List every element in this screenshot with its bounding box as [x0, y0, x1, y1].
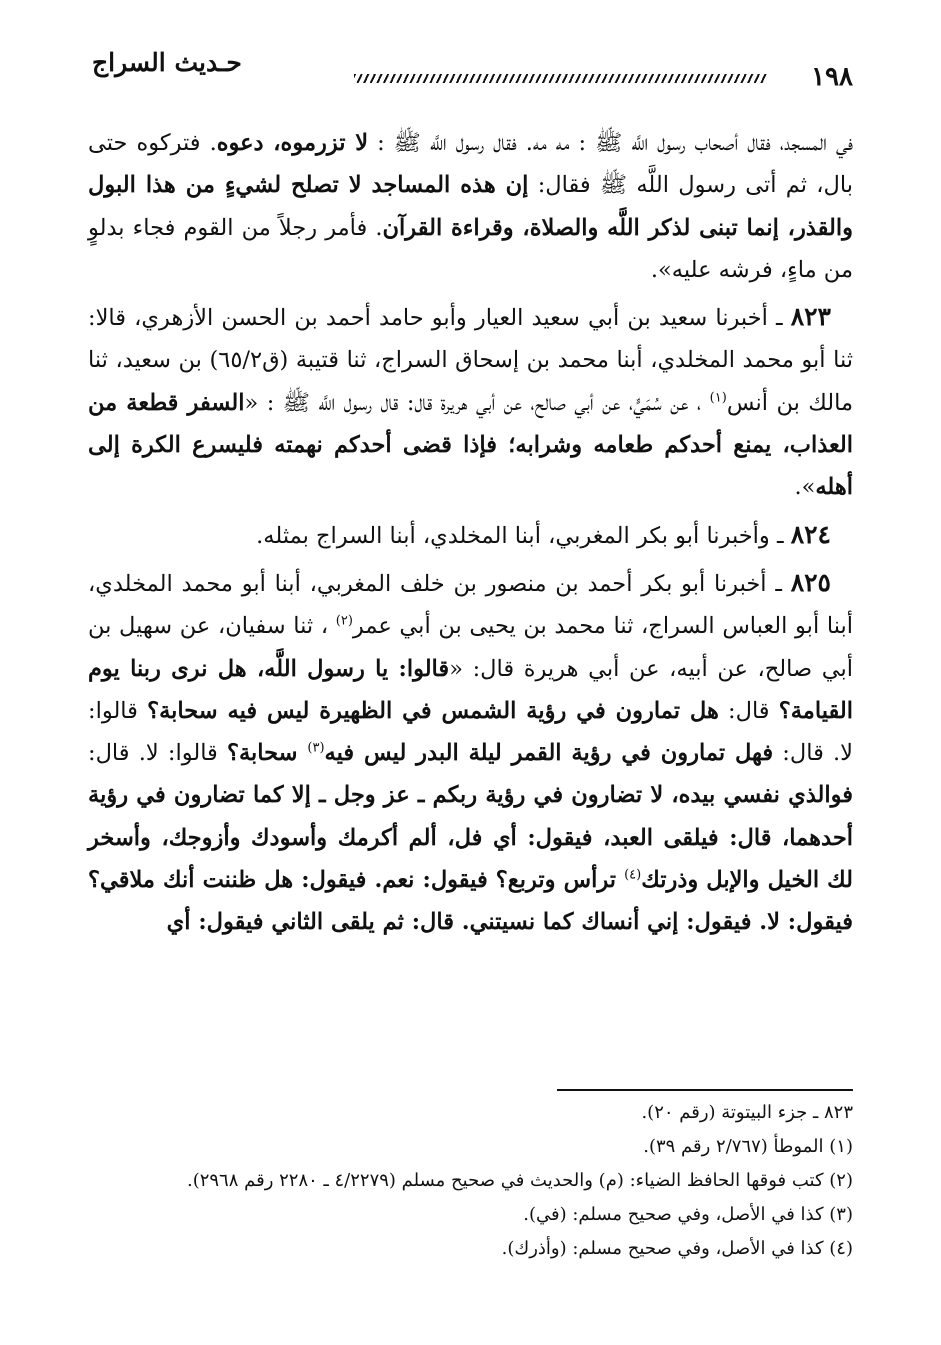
- footnote-2: (٢) كتب فوقها الحافظ الضياء: (م) والحديث في صحيح مسلم (٤/٢٢٧٩ ـ ٢٢٨٠ رقم ٢٩٦٨).: [186, 1170, 853, 1191]
- text-run: قالوا: لا. قال:: [88, 697, 854, 767]
- header-hatched-rule: [354, 74, 767, 83]
- hadith-text: فهل تمارون في رؤية القمر ليلة البدر ليس فيه: [324, 740, 774, 767]
- footnote-marker: (٣): [307, 740, 325, 756]
- running-title: حـديث السراج: [92, 48, 242, 77]
- hadith-text: هل تمارون في رؤية الشمس في الظهيرة ليس فيه سحابة؟: [147, 697, 719, 724]
- hadith-825: [88, 562, 853, 944]
- text-run: قال:: [718, 697, 779, 724]
- paragraph-continuation: [88, 122, 853, 291]
- main-text: [88, 122, 853, 949]
- footnote-4: (٤) كذا في الأصل، وفي صحيح مسلم: (وأذرك).: [501, 1238, 853, 1259]
- footnote-marker: (٢): [335, 613, 353, 629]
- text-run: . فأمر رجلاً من القوم فجاء بدلوٍ من ماءٍ، فرشه عليه».: [88, 214, 853, 283]
- footnote-3: (٣) كذا في الأصل، وفي صحيح مسلم: (في).: [523, 1204, 853, 1225]
- text-run: ».: [794, 474, 816, 501]
- hadith-text: لا تزرموه، دعوه: [216, 130, 369, 156]
- text-run: في المسجد، فقال أصحاب رسول اللَّه ﷺ : مه مه. فقال رسول اللَّه ﷺ :: [368, 130, 854, 156]
- text-run: ، عن سُمَيٍّ، عن أبي صالح، عن أبي هريرة قال: قال رسول اللَّه ﷺ : «: [244, 389, 710, 416]
- hadith-text: قالوا: يا رسول اللَّه، هل نرى ربنا يوم القيامة؟: [88, 655, 853, 724]
- hadith-text: إن هذه المساجد لا تصلح لشيءٍ من هذا البول والقذر، إنما تبنى لذكر اللَّه والصلاة، وقراءة القرآن: [88, 172, 853, 241]
- footnote-marker: (١): [709, 390, 727, 406]
- text-run: . فتركوه حتى بال، ثم أتى رسول اللَّه ﷺ فقال:: [88, 130, 853, 199]
- text-run: قالوا: لا. قال:: [88, 740, 227, 767]
- page-number: ١٩٨: [811, 62, 853, 92]
- hadith-text: ترأس وتربع؟ فيقول: نعم. فيقول: هل ظننت أنك ملاقي؟ فيقول: لا. فيقول: إني أنساك كما نسيتني. قال: ثم يلقى الثاني فيقول: أي: [88, 867, 853, 936]
- hadith-text: فوالذي نفسي بيده، لا تضارون في رؤية ربكم ـ عز وجل ـ إلا كما تضارون في رؤية أحدهما، قال: فيلقى العبد، فيقول: أي فل، ألم أكرمك وأسودك وأزوجك، وأسخر لك الخيل والإبل وذرتك: [88, 782, 853, 894]
- footnotes: [94, 1096, 853, 1266]
- hadith-823: [88, 296, 853, 508]
- footnote-marker: (٤): [624, 867, 642, 883]
- footnote-823: ٨٢٣ ـ جزء البيتوتة (رقم ٢٠).: [641, 1102, 853, 1123]
- footnote-1: (١) الموطأ (٢/٧٦٧ رقم ٣٩).: [643, 1136, 853, 1157]
- text-run: ـ أخبرنا سعيد بن أبي سعيد العيار وأبو حامد أحمد بن الحسن الأزهري، قالا: ثنا أبو محمد المخلدي، أبنا محمد بن إسحاق السراج، ثنا قتيبة (ق٦٥/٢) بن سعيد، ثنا مالك بن أنس: [88, 305, 853, 416]
- hadith-text: السفر قطعة من العذاب، يمنع أحدكم طعامه وشرابه؛ فإذا قضى أحدكم نهمته فليسرع الكرة إلى أهله: [88, 389, 853, 501]
- hadith-text: سحابة؟: [227, 740, 308, 767]
- text-run: ـ وأخبرنا أبو بكر المغربي، أبنا المخلدي، أبنا السراج بمثله.: [256, 522, 791, 549]
- text-run: ، ثنا سفيان، عن سهيل بن أبي صالح، عن أبيه، عن أبي هريرة قال: «: [88, 613, 854, 682]
- footnote-separator: [557, 1089, 853, 1091]
- hadith-824: [88, 514, 853, 557]
- text-run: ـ أخبرنا أبو بكر أحمد بن منصور بن خلف المغربي، أبنا أبو محمد المخلدي، أبنا أبو العباس السراج، ثنا محمد بن يحيى بن أبي عمر: [88, 570, 854, 640]
- hadith-number: ٨٢٥: [790, 567, 831, 597]
- hadith-number: ٨٢٤: [790, 519, 831, 549]
- hadith-number: ٨٢٣: [790, 302, 831, 332]
- page-header: [92, 44, 853, 94]
